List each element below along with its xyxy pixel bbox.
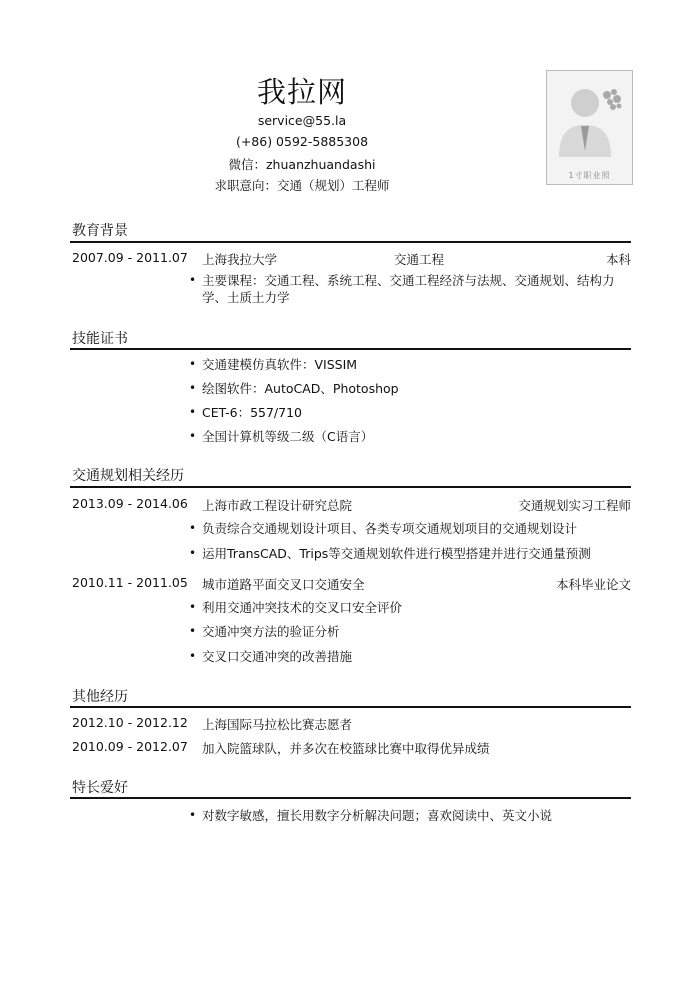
section-title-skills: 技能证书 <box>72 331 128 347</box>
experience-date: 2013.09 - 2014.06 <box>72 496 188 511</box>
bullet-marker: • <box>189 649 197 663</box>
bullet-marker: • <box>189 546 197 560</box>
experience-role: 本科毕业论文 <box>555 577 631 592</box>
section-divider <box>70 348 631 350</box>
section-divider <box>70 706 631 708</box>
experience-bullet: 负责综合交通规划设计项目、各类专项交通规划项目的交通规划设计 <box>202 521 578 536</box>
other-date: 2010.09 - 2012.07 <box>72 739 188 754</box>
experience-bullet: 利用交通冲突技术的交叉口安全评价 <box>202 600 403 615</box>
bullet-marker: • <box>189 405 197 419</box>
other-text: 上海国际马拉松比赛志愿者 <box>202 717 353 732</box>
experience-role: 交通规划实习工程师 <box>518 498 631 513</box>
other-date: 2012.10 - 2012.12 <box>72 715 188 730</box>
section-title-hobbies: 特长爱好 <box>72 780 128 796</box>
experience-date: 2010.11 - 2011.05 <box>72 575 188 590</box>
section-divider <box>70 241 631 243</box>
section-divider <box>70 486 631 488</box>
experience-bullet: 交通冲突方法的验证分析 <box>202 624 340 639</box>
education-degree: 本科 <box>605 252 631 267</box>
education-school: 上海我拉大学 <box>202 252 278 267</box>
person-silhouette-icon <box>547 71 632 171</box>
section-title-other: 其他经历 <box>72 689 128 705</box>
phone-text: (+86) 0592-5885308 <box>235 134 369 149</box>
bullet-marker: • <box>189 521 197 535</box>
education-courses: 主要课程：交通工程、系统工程、交通工程经济与法规、交通规划、结构力学、土质土力学 <box>202 273 615 305</box>
experience-org: 上海市政工程设计研究总院 <box>202 498 353 513</box>
bullet-marker: • <box>189 273 197 287</box>
email-text: service@55.la <box>257 113 347 128</box>
bullet-marker: • <box>189 808 197 822</box>
section-divider <box>70 797 631 799</box>
bullet-marker: • <box>189 624 197 638</box>
photo-placeholder <box>546 70 633 185</box>
bullet-marker: • <box>189 381 197 395</box>
bullet-marker: • <box>189 429 197 443</box>
candidate-name: 我拉网 <box>256 75 347 109</box>
hobbies-text: 对数字敏感，擅长用数字分析解决问题；喜欢阅读中、英文小说 <box>202 808 553 823</box>
skill-item: 绘图软件：AutoCAD、Photoshop <box>202 381 399 396</box>
bullet-marker: • <box>189 600 197 614</box>
experience-bullet: 交叉口交通冲突的改善措施 <box>202 649 353 664</box>
education-major: 交通工程 <box>394 252 445 267</box>
other-text: 加入院篮球队，并多次在校篮球比赛中取得优异成绩 <box>202 741 490 756</box>
bullet-marker: • <box>189 357 197 371</box>
experience-org: 城市道路平面交叉口交通安全 <box>202 577 365 592</box>
skill-item: 交通建模仿真软件：VISSIM <box>202 357 358 372</box>
education-date: 2007.09 - 2011.07 <box>72 250 188 265</box>
skill-item: 全国计算机等级二级（C语言） <box>202 429 374 444</box>
photo-caption: 1寸职业照 <box>568 171 611 180</box>
experience-bullet: 运用TransCAD、Trips等交通规划软件进行模型搭建并进行交通量预测 <box>202 546 591 561</box>
section-title-education: 教育背景 <box>72 223 128 239</box>
wechat-text: 微信：zhuanzhuandashi <box>228 157 376 172</box>
skill-item: CET-6：557/710 <box>202 405 303 420</box>
job-objective: 求职意向：交通（规划）工程师 <box>214 178 390 193</box>
section-title-experience: 交通规划相关经历 <box>72 468 184 484</box>
